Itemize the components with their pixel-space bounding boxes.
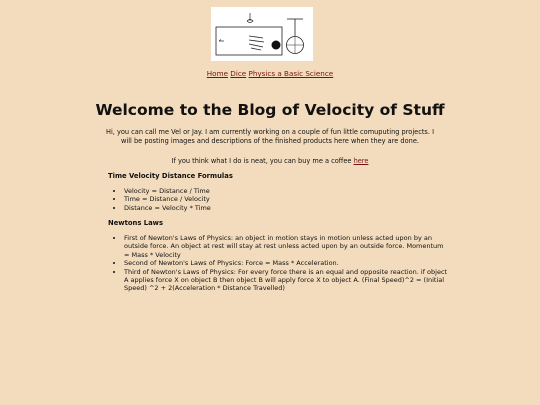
logo-drawing-icon xyxy=(211,7,313,61)
list-item: • Distance = Velocity * Time xyxy=(124,204,444,212)
nav-link-home[interactable]: Home xyxy=(206,69,228,78)
coffee-text: If you think what I do is neat, you can buy me a coffee xyxy=(171,157,352,165)
formulas-list xyxy=(108,187,444,212)
list-item: • Time = Distance / Velocity xyxy=(124,195,444,203)
page-title: Welcome to the Blog of Velocity of Stuff xyxy=(95,101,445,119)
coffee-link[interactable]: here xyxy=(353,157,369,165)
site-logo xyxy=(211,7,313,61)
section-title-newtons-laws: Newtons Laws xyxy=(108,219,163,227)
list-item: • Third of Newton's Laws of Physics: For every force there is an equal and opposite reaction. if object A applies force X on object B then object B will apply force X to object A. (Final Speed)^2 = (Initial Speed) ^2 + 2(Acceleration * Distance Travelled) xyxy=(124,268,450,293)
intro-paragraph: Hi, you can call me Vel or Jay. I am currently working on a couple of fun little comuputing projects. I will be posting images and descriptions of the finished products here when they are done. xyxy=(105,128,435,145)
top-nav xyxy=(0,69,540,78)
list-item: • Velocity = Distance / Time xyxy=(124,187,444,195)
section-title-formulas: Time Velocity Distance Formulas xyxy=(108,172,233,180)
nav-link-dice[interactable]: Dice xyxy=(230,69,247,78)
newtons-laws-list xyxy=(108,234,450,293)
list-item: • Second of Newton's Laws of Physics: Force = Mass * Acceleration. xyxy=(124,259,450,267)
list-item: • First of Newton's Laws of Physics: an object in motion stays in motion unless acted upon by an outside force. An object at rest will stay at rest unless acted upon by an outside force. Momentum = Mass * Velocity xyxy=(124,234,450,259)
coffee-line xyxy=(0,157,540,165)
nav-link-physics[interactable]: Physics a Basic Science xyxy=(248,69,334,78)
